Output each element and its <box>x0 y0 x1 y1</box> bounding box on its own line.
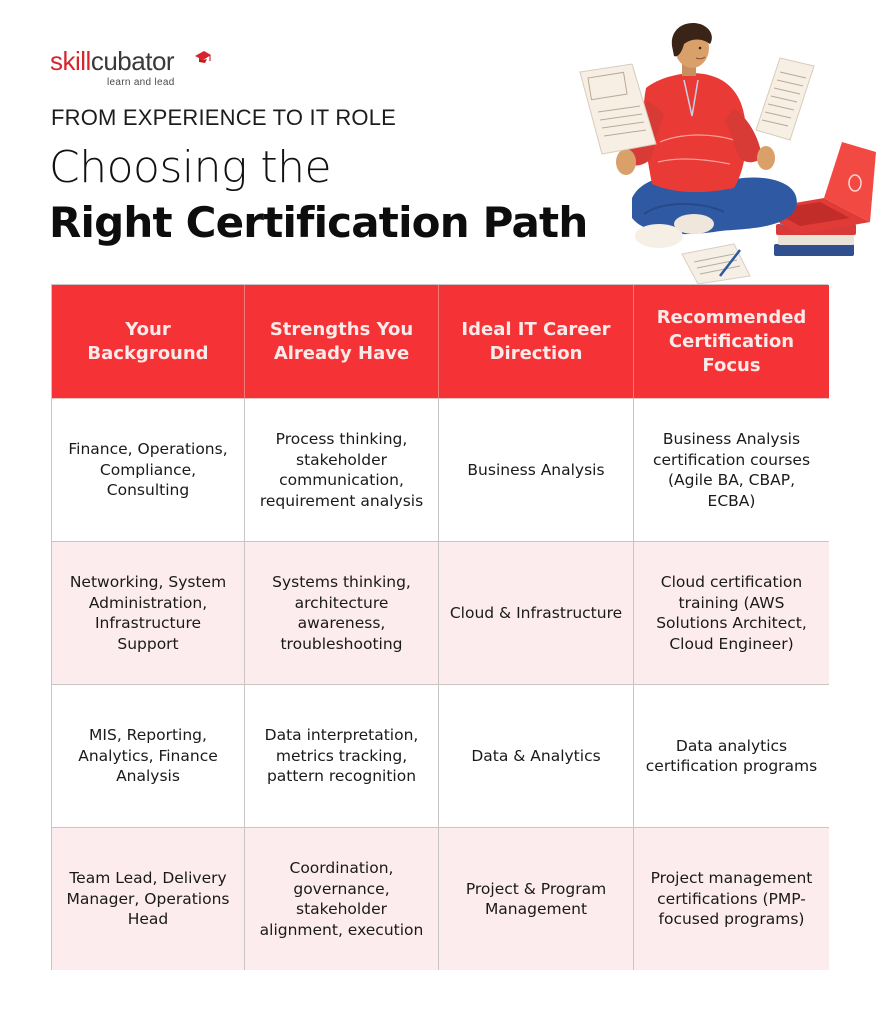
table-row-2-background: Networking, System Administration, Infrastructure Support <box>52 542 245 685</box>
column-header-direction: Ideal IT Career Direction <box>439 285 634 399</box>
left-document-icon <box>580 64 656 154</box>
eyebrow-subtitle: FROM EXPERIENCE TO IT ROLE <box>51 105 397 130</box>
table-row-1-background: Finance, Operations, Compliance, Consulting <box>52 399 245 542</box>
person-head <box>672 23 712 76</box>
table-row-1-strengths: Process thinking, stakeholder communication, requirement analysis <box>245 399 439 542</box>
logo-tagline: learn and lead <box>107 77 175 88</box>
brand-logo <box>50 46 220 94</box>
page-title-line2: Right Certification Path <box>49 198 588 247</box>
table-row-3-strengths: Data interpretation, metrics tracking, pattern recognition <box>245 685 439 828</box>
table-row-1-direction: Business Analysis <box>439 399 634 542</box>
table-row-2-certification: Cloud certification training (AWS Solutions Architect, Cloud Engineer) <box>634 542 829 685</box>
floor-paper-icon <box>682 244 750 284</box>
logo-word-cubator: cubator <box>90 46 175 76</box>
person-reading-illustration <box>574 22 878 284</box>
graduation-cap-icon <box>194 50 212 64</box>
column-header-background: Your Background <box>52 285 245 399</box>
right-document-icon <box>756 58 814 140</box>
table-row-2-strengths: Systems thinking, architecture awareness, troubleshooting <box>245 542 439 685</box>
column-header-certification: Recommended Certification Focus <box>634 285 829 399</box>
table-row-1-certification: Business Analysis certification courses (Agile BA, CBAP, ECBA) <box>634 399 829 542</box>
logo-word-skill: skill <box>50 46 91 76</box>
table-row-4-certification: Project management certifications (PMP-focused programs) <box>634 828 829 970</box>
table-row-3-background: MIS, Reporting, Analytics, Finance Analysis <box>52 685 245 828</box>
logo-wordmark <box>50 46 174 76</box>
table-row-4-strengths: Coordination, governance, stakeholder alignment, execution <box>245 828 439 970</box>
table-row-3-direction: Data & Analytics <box>439 685 634 828</box>
table-row-4-background: Team Lead, Delivery Manager, Operations Head <box>52 828 245 970</box>
table-row-3-certification: Data analytics certification programs <box>634 685 829 828</box>
column-header-strengths: Strengths You Already Have <box>245 285 439 399</box>
certification-path-table <box>51 284 828 970</box>
table-row-2-direction: Cloud & Infrastructure <box>439 542 634 685</box>
table-row-4-direction: Project & Program Management <box>439 828 634 970</box>
page-title-line1: Choosing the <box>49 142 332 193</box>
